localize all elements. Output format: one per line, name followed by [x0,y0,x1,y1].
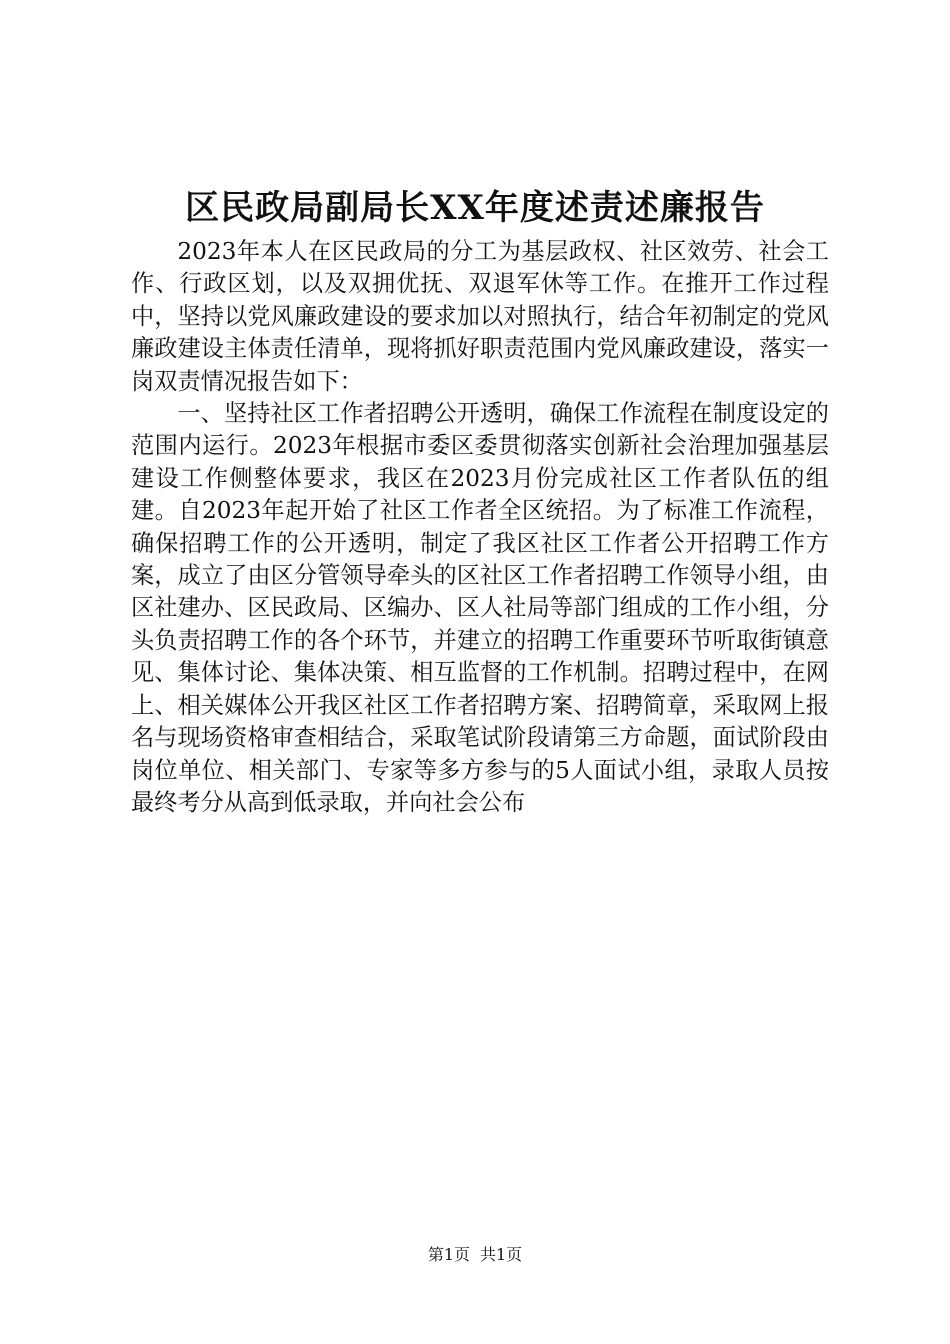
page-number: 第1页 [427,1245,470,1264]
page-total: 共1页 [480,1245,523,1264]
document-title: 区民政局副局长XX年度述责述廉报告 [185,188,765,228]
paragraph-intro: 2023年本人在区民政局的分工为基层政权、社区效劳、社会工作、行政区划，以及双拥优抚、双退军休等工作。在推开工作过程中，坚持以党风廉政建设的要求加以对照执行，结合年初制定的党风廉政建设主体责任清单，现将抓好职责范围内党风廉政建设，落实一岗双责情况报告如下： [131,238,829,395]
paragraph-section-one: 一、坚持社区工作者招聘公开透明，确保工作流程在制度设定的范围内运行。2023年根据市委区委贯彻落实创新社会治理加强基层建设工作侧整体要求，我区在2023月份完成社区工作者队伍的组建。自2023年起开始了社区工作者全区统招。为了标准工作流程，确保招聘工作的公开透明，制定了我区社区工作者公开招聘工作方案，成立了由区分管领导牵头的区社区工作者招聘工作领导小组，由区社建办、区民政局、区编办、区人社局等部门组成的工作小组，分头负责招聘工作的各个环节，并建立的招聘工作重要环节听取街镇意见、集体讨论、集体决策、相互监督的工作机制。招聘过程中，在网上、相关媒体公开我区社区工作者招聘方案、招聘简章，采取网上报名与现场资格审查相结合，采取笔试阶段请第三方命题，面试阶段由岗位单位、相关部门、专家等多方参与的5人面试小组，录取人员按最终考分从高到低录取，并向社会公布 [131,400,829,816]
page-footer [0,1244,950,1266]
document-body [131,236,829,819]
